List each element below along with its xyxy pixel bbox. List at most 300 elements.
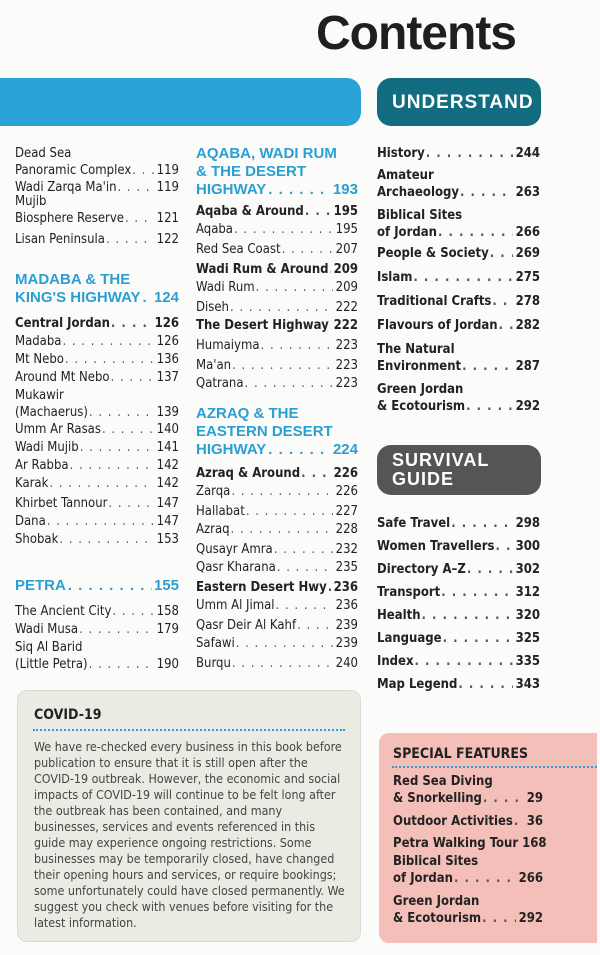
leader-dots — [330, 261, 331, 278]
entry-title: History — [377, 146, 425, 161]
toc-entry — [196, 337, 358, 354]
entry-row — [393, 910, 543, 927]
toc-entry — [377, 145, 540, 162]
leader-dots — [426, 145, 513, 162]
toc-entry — [15, 621, 179, 638]
toc-entry — [15, 531, 179, 548]
section-heading-row — [15, 289, 179, 307]
understand-tab — [377, 78, 541, 126]
understand-list — [377, 145, 540, 415]
entry-row — [377, 653, 540, 670]
leader-dots — [443, 630, 513, 647]
toc-entry — [196, 541, 358, 558]
entry-row — [196, 465, 358, 482]
entry-title: Environment — [377, 359, 462, 374]
page-number: 168 — [522, 836, 547, 851]
section-title: HIGHWAY — [196, 181, 267, 198]
leader-dots — [234, 221, 333, 238]
toc-entry — [377, 561, 540, 578]
entry-title: Shobak — [15, 532, 59, 547]
page-number: 141 — [156, 440, 179, 455]
page-number: 325 — [515, 631, 540, 646]
leader-dots — [458, 676, 512, 693]
leader-dots — [462, 358, 512, 375]
toc-entry — [15, 231, 179, 248]
entry-row — [377, 293, 540, 310]
entry-row — [393, 790, 543, 807]
entry-title: Wadi Mujib — [15, 440, 79, 455]
leader-dots — [330, 317, 331, 334]
toc-entry — [377, 515, 540, 532]
toc-entry — [15, 145, 179, 179]
page-number: 195 — [333, 204, 358, 219]
entry-row — [15, 351, 179, 368]
leader-dots — [232, 655, 333, 672]
entry-title: Safe Travel — [377, 516, 451, 531]
toc-entry — [393, 773, 543, 807]
entry-row — [377, 630, 540, 647]
toc-entry — [377, 269, 540, 286]
toc-entry — [377, 167, 540, 201]
page-number: 287 — [515, 359, 540, 374]
leader-dots — [236, 635, 333, 652]
entry-row — [15, 531, 179, 548]
entry-row — [377, 145, 540, 162]
entry-row — [377, 184, 540, 201]
entry-title: & Ecotourism — [393, 911, 482, 926]
entry-row — [196, 203, 358, 220]
entry-row — [196, 357, 358, 374]
page-number: 240 — [335, 656, 358, 671]
leader-dots — [301, 465, 330, 482]
toc-entry — [393, 853, 543, 887]
entry-row — [15, 513, 179, 530]
page-number: 226 — [335, 484, 358, 499]
leader-dots — [276, 597, 333, 614]
entry-row — [377, 398, 540, 415]
leader-dots — [106, 231, 154, 248]
page-number: 292 — [515, 399, 540, 414]
entry-title: The Desert Highway — [196, 318, 329, 333]
toc-entry — [196, 261, 358, 278]
page-number: 207 — [335, 242, 358, 257]
leader-dots — [79, 621, 154, 638]
entry-row — [377, 676, 540, 693]
toc-entry — [377, 293, 540, 310]
toc-entry — [393, 813, 543, 830]
page-number: 226 — [333, 466, 358, 481]
leader-dots — [125, 210, 154, 227]
leader-dots — [305, 203, 331, 220]
survival-guide-list — [377, 515, 540, 695]
section-heading-row — [196, 181, 358, 199]
entry-title: Outdoor Activities — [393, 814, 513, 829]
divider — [392, 766, 597, 768]
entry-title: Wadi Rum — [196, 280, 255, 295]
leader-dots — [441, 584, 512, 601]
page-number: 239 — [335, 618, 358, 633]
entry-title: Language — [377, 631, 442, 646]
entry-row — [196, 279, 358, 296]
section-page-number: 193 — [332, 181, 358, 198]
entry-row — [15, 439, 179, 456]
leader-dots — [460, 184, 513, 201]
leader-dots — [111, 369, 154, 386]
toc-entry — [377, 207, 540, 241]
page-number: 136 — [156, 352, 179, 367]
page-number: 126 — [154, 316, 179, 331]
leader-dots — [65, 351, 154, 368]
leader-dots — [413, 269, 512, 286]
toc-entry — [377, 381, 540, 415]
leader-dots — [268, 181, 331, 199]
entry-row — [196, 541, 358, 558]
entry-row — [15, 603, 179, 620]
entry-title: Qatrana — [196, 376, 244, 391]
toc-entry — [196, 299, 358, 316]
toc-entry — [196, 635, 358, 652]
leader-dots — [328, 579, 331, 596]
covid-heading: COVID-19 — [34, 707, 102, 723]
leader-dots — [132, 162, 153, 179]
entry-row — [196, 521, 358, 538]
section-heading — [15, 271, 179, 307]
leader-dots — [514, 813, 524, 830]
toc-entry — [15, 513, 179, 530]
toc-entry — [196, 655, 358, 672]
entry-row — [196, 635, 358, 652]
entry-row — [393, 870, 543, 887]
page-number: 142 — [156, 458, 179, 473]
page-number: 139 — [156, 405, 179, 420]
leader-dots — [438, 224, 513, 241]
entry-row — [196, 483, 358, 500]
toc-entry — [15, 387, 179, 421]
leader-dots — [246, 503, 333, 520]
entry-row — [377, 515, 540, 532]
entry-title: Umm Al Jimal — [196, 598, 275, 613]
entry-row — [393, 813, 543, 830]
entry-row — [15, 457, 179, 474]
leader-dots — [495, 538, 512, 555]
entry-row — [15, 369, 179, 386]
page-title: Contents — [316, 7, 516, 60]
entry-row — [377, 358, 540, 375]
section-page-number: 224 — [332, 441, 358, 458]
entry-title: Map Legend — [377, 677, 458, 692]
leader-dots — [422, 607, 513, 624]
leader-dots — [256, 279, 333, 296]
toc-entry — [196, 241, 358, 258]
entry-title: of Jordan — [377, 225, 437, 240]
leader-dots — [231, 521, 333, 538]
entry-title: (Machaerus) — [15, 405, 88, 420]
entry-title: Biosphere Reserve — [15, 211, 124, 226]
page-number: 223 — [335, 338, 358, 353]
section-heading — [15, 577, 179, 595]
leader-dots — [268, 441, 331, 459]
entry-row — [196, 597, 358, 614]
page-number: 195 — [335, 222, 358, 237]
entry-title: Health — [377, 608, 421, 623]
page-number: 228 — [335, 522, 358, 537]
page-number: 232 — [335, 542, 358, 557]
entry-title: Panoramic Complex — [15, 163, 132, 178]
entry-title: Aqaba & Around — [196, 204, 304, 219]
entry-title: Dana — [15, 514, 46, 529]
entry-title: Around Mt Nebo — [15, 370, 110, 385]
toc-entry — [377, 538, 540, 555]
entry-title: Diseh — [196, 300, 229, 315]
entry-title: Qasr Deir Al Kahf — [196, 618, 297, 633]
page-number: 36 — [526, 814, 543, 829]
entry-row — [196, 337, 358, 354]
page-number: 158 — [156, 604, 179, 619]
page-number: 239 — [335, 636, 358, 651]
page-number: 227 — [335, 504, 358, 519]
entry-title: Karak — [15, 476, 49, 491]
entry-row — [377, 245, 540, 262]
entry-label: Mujib — [15, 194, 47, 209]
leader-dots — [297, 617, 333, 634]
page-number: 137 — [156, 370, 179, 385]
entry-title: Humaiyma — [196, 338, 260, 353]
entry-title: Petra Walking Tour — [393, 836, 519, 851]
toc-entry — [377, 676, 540, 693]
entry-label: Biblical Sites — [393, 854, 479, 869]
section-title: EASTERN DESERT — [196, 423, 333, 440]
leader-dots — [490, 245, 513, 262]
entry-title: Burqu — [196, 656, 231, 671]
entry-row — [15, 231, 179, 248]
leader-dots — [59, 531, 153, 548]
entry-label: Red Sea Diving — [393, 774, 493, 789]
section-title: MADABA & THE — [15, 271, 131, 288]
entry-row — [196, 221, 358, 238]
page-number: 119 — [156, 180, 179, 195]
leader-dots — [482, 910, 515, 927]
toc-entry — [15, 351, 179, 368]
entry-row — [15, 495, 179, 512]
toc-entry — [196, 203, 358, 220]
leader-dots — [111, 315, 152, 332]
page-number: 29 — [526, 791, 543, 806]
entry-row — [196, 299, 358, 316]
leader-dots — [232, 357, 333, 374]
page-number: 147 — [156, 496, 179, 511]
toc-entry — [377, 584, 540, 601]
section-title: KING'S HIGHWAY — [15, 289, 141, 306]
entry-row — [196, 579, 358, 596]
page-number: 236 — [333, 580, 358, 595]
entry-row — [393, 835, 547, 852]
entry-row — [377, 607, 540, 624]
leader-dots — [47, 513, 154, 530]
page-number: 278 — [515, 294, 540, 309]
entry-title: Azraq & Around — [196, 466, 301, 481]
page-number: 122 — [156, 232, 179, 247]
leader-dots — [282, 241, 333, 258]
entry-title: Azraq — [196, 522, 230, 537]
entry-label: Biblical Sites — [377, 208, 463, 223]
toc-entry — [15, 421, 179, 438]
page-number: 298 — [515, 516, 540, 531]
entry-row — [196, 559, 358, 576]
entry-title: & Ecotourism — [377, 399, 466, 414]
page-number: 222 — [335, 300, 358, 315]
toc-entry — [377, 245, 540, 262]
covid-body-text: We have re-checked every business in this book before publication to ensure that it is still open after the COVID-19 outbreak. However, the economic and social impacts of COVID-19 will continue to be felt long after the outbreak has been contained, and many businesses, services and events referenced in this guide may experience ongoing restrictions. Some businesses may be temporarily closed, have changed their opening hours and services, or require bookings; some unfortunately could have closed permanently. We suggest you check with venues before visiting for the latest information. — [34, 739, 345, 930]
entry-title: Ar Rabba — [15, 458, 69, 473]
entry-title: Safawi — [196, 636, 235, 651]
toc-entry — [196, 221, 358, 238]
page-number: 282 — [515, 318, 540, 333]
entry-title: Ma'an — [196, 358, 232, 373]
leader-dots — [89, 656, 154, 673]
special-features-box — [379, 733, 597, 943]
toc-entry — [196, 375, 358, 392]
entry-title: Archaeology — [377, 185, 459, 200]
page-number: 292 — [518, 911, 543, 926]
toc-entry — [15, 369, 179, 386]
entry-row — [196, 375, 358, 392]
page-number: 266 — [515, 225, 540, 240]
entry-title: Central Jordan — [15, 316, 110, 331]
entry-title: Wadi Zarqa Ma'in — [15, 180, 117, 195]
page-number: 153 — [156, 532, 179, 547]
page-number: 223 — [335, 376, 358, 391]
page-number: 335 — [515, 654, 540, 669]
leader-dots — [231, 483, 332, 500]
page-number: 209 — [333, 262, 358, 277]
section-heading — [196, 145, 358, 199]
leader-dots — [62, 333, 153, 350]
entry-row — [196, 241, 358, 258]
page-number: 266 — [518, 871, 543, 886]
leader-dots — [80, 439, 154, 456]
page-number: 235 — [335, 560, 358, 575]
entry-row — [15, 404, 179, 421]
toc-entry — [196, 357, 358, 374]
special-features-list — [393, 773, 547, 943]
entry-title: Umm Ar Rasas — [15, 422, 101, 437]
leader-dots — [49, 475, 153, 492]
entry-row — [377, 538, 540, 555]
leader-dots — [261, 337, 333, 354]
leader-dots — [102, 421, 154, 438]
entry-row — [196, 617, 358, 634]
page-number: 343 — [515, 677, 540, 692]
leader-dots — [68, 577, 152, 595]
entry-title: Wadi Musa — [15, 622, 79, 637]
leader-dots — [112, 603, 153, 620]
page-number: 223 — [335, 358, 358, 373]
toc-entry — [196, 597, 358, 614]
entry-row — [196, 503, 358, 520]
entry-row — [196, 261, 358, 278]
entry-row — [15, 333, 179, 350]
entry-row — [15, 315, 179, 332]
entry-title: People & Society — [377, 246, 489, 261]
entry-label: Green Jordan — [393, 894, 480, 909]
entry-title: Directory A–Z — [377, 562, 466, 577]
section-page-number: 124 — [153, 289, 179, 306]
toc-entry — [196, 579, 358, 596]
entry-row — [377, 561, 540, 578]
entry-label: Siq Al Barid — [15, 640, 83, 655]
section-title: AQABA, WADI RUM — [196, 145, 337, 162]
entry-row — [196, 655, 358, 672]
entry-row — [15, 475, 179, 492]
entry-row — [377, 269, 540, 286]
entry-title: Transport — [377, 585, 441, 600]
leader-dots — [451, 515, 512, 532]
section-heading — [196, 405, 358, 459]
understand-heading: UNDERSTAND — [392, 92, 534, 113]
page-number: 320 — [515, 608, 540, 623]
entry-row — [15, 162, 179, 179]
entry-title: Hallabat — [196, 504, 245, 519]
section-title: & THE DESERT — [196, 163, 307, 180]
leader-dots — [277, 559, 333, 576]
toc-entry — [393, 893, 543, 927]
page-number: 312 — [515, 585, 540, 600]
entry-title: Qasr Kharana — [196, 560, 276, 575]
entry-title: Zarqa — [196, 484, 231, 499]
entry-title: Flavours of Jordan — [377, 318, 498, 333]
toc-entry — [377, 607, 540, 624]
page-number: 190 — [156, 657, 179, 672]
entry-row — [377, 317, 540, 334]
leader-dots — [108, 495, 153, 512]
leader-dots — [492, 293, 512, 310]
entry-row — [15, 621, 179, 638]
entry-title: Qusayr Amra — [196, 542, 273, 557]
entry-row — [15, 421, 179, 438]
toc-entry — [196, 483, 358, 500]
entry-label: Mukawir — [15, 388, 64, 403]
page-number: 300 — [515, 539, 540, 554]
entry-title: Eastern Desert Hwy — [196, 580, 327, 595]
page-number: 275 — [515, 270, 540, 285]
toc-entry — [15, 495, 179, 512]
entry-title: Islam — [377, 270, 413, 285]
page-number: 302 — [515, 562, 540, 577]
page-number: 140 — [156, 422, 179, 437]
entry-row — [377, 584, 540, 601]
toc-entry — [377, 317, 540, 334]
page-number: 121 — [156, 211, 179, 226]
leader-dots — [89, 404, 154, 421]
entry-title: Wadi Rum & Around — [196, 262, 329, 277]
toc-column-1 — [15, 145, 179, 675]
toc-entry — [196, 317, 358, 334]
leader-dots — [454, 870, 516, 887]
entry-label: Dead Sea — [15, 146, 72, 161]
toc-entry — [196, 503, 358, 520]
leader-dots — [466, 398, 512, 415]
section-banner-bar — [0, 78, 361, 126]
page-number: 147 — [156, 514, 179, 529]
toc-entry — [15, 603, 179, 620]
toc-entry — [15, 475, 179, 492]
page-number: 209 — [335, 280, 358, 295]
section-page-number: 155 — [153, 577, 179, 594]
entry-title: Madaba — [15, 334, 62, 349]
entry-label: Amateur — [377, 168, 434, 183]
entry-row — [377, 224, 540, 241]
entry-row — [15, 656, 179, 673]
